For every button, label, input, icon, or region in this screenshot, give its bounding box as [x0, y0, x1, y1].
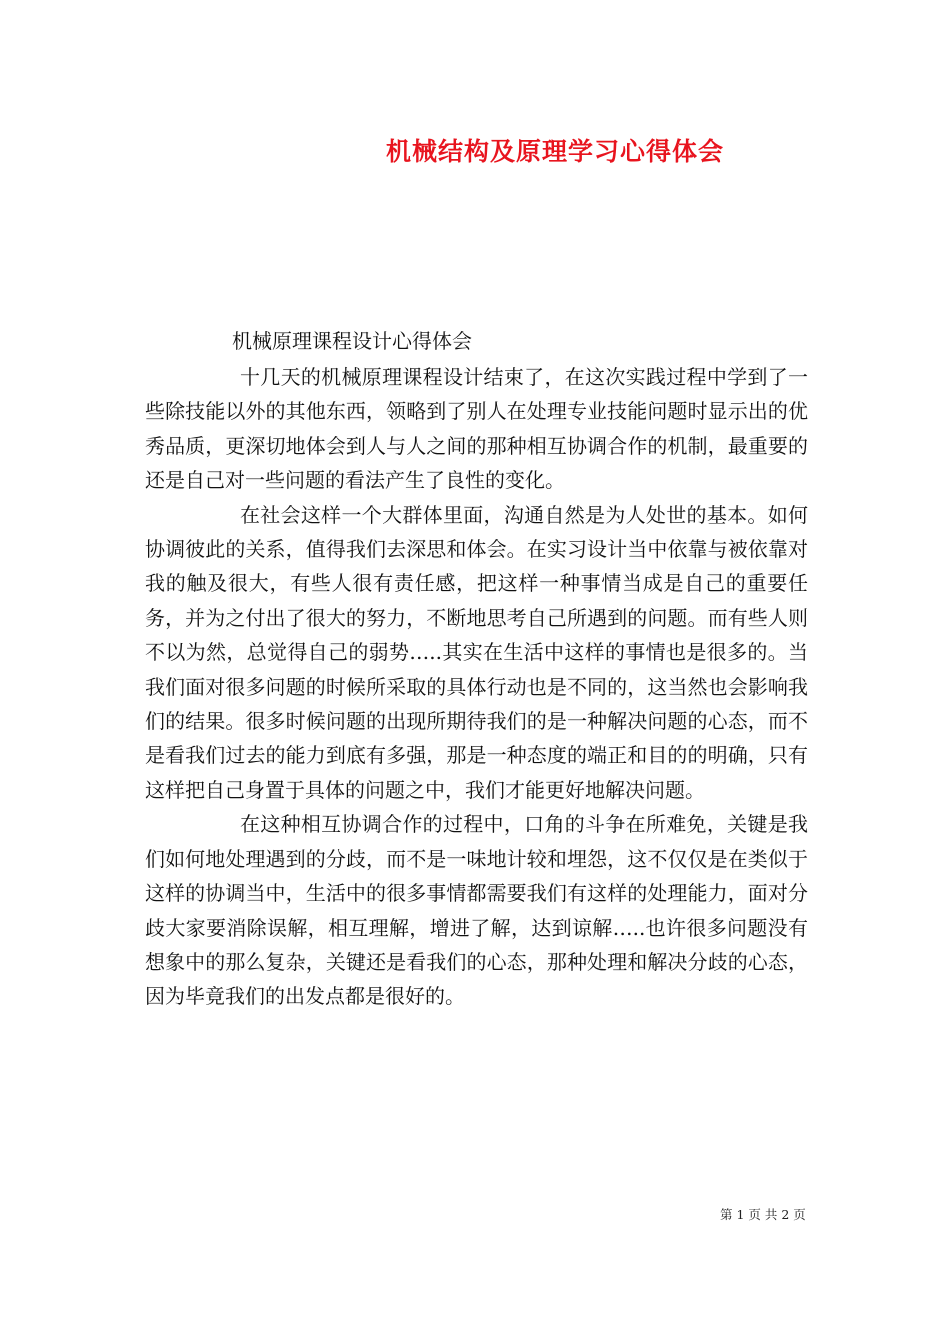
page-number-footer: 第 1 页 共 2 页: [720, 1207, 806, 1222]
document-title: 机械结构及原理学习心得体会: [385, 137, 724, 166]
body-paragraph-3: 在这种相互协调合作的过程中，口角的斗争在所难免，关键是我们如何地处理遇到的分歧，而不是一味地计较和埋怨，这不仅仅是在类似于这样的协调当中，生活中的很多事情都需要我们有这样的处理能力，面对分歧大家要消除误解，相互理解，增进了解，达到谅解…..也许很多问题没有想象中的那么复杂，关键还是看我们的心态，那种处理和解决分歧的心态，因为毕竟我们的出发点都是很好的。: [145, 812, 808, 1009]
document-body: [145, 360, 808, 1014]
body-paragraph-1: 十几天的机械原理课程设计结束了，在这次实践过程中学到了一些除技能以外的其他东西，领略到了别人在处理专业技能问题时显示出的优秀品质，更深切地体会到人与人之间的那种相互协调合作的机制，最重要的还是自己对一些问题的看法产生了良性的变化。: [145, 365, 808, 493]
document-subtitle: 机械原理课程设计心得体会: [232, 329, 472, 353]
body-paragraph-2: 在社会这样一个大群体里面，沟通自然是为人处世的基本。如何协调彼此的关系，值得我们去深思和体会。在实习设计当中依靠与被依靠对我的触及很大，有些人很有责任感，把这样一种事情当成是自己的重要任务，并为之付出了很大的努力，不断地思考自己所遇到的问题。而有些人则不以为然，总觉得自己的弱势…..其实在生活中这样的事情也是很多的。当我们面对很多问题的时候所采取的具体行动也是不同的，这当然也会影响我们的结果。很多时候问题的出现所期待我们的是一种解决问题的心态，而不是看我们过去的能力到底有多强，那是一种态度的端正和目的的明确，只有这样把自己身置于具体的问题之中，我们才能更好地解决问题。: [145, 502, 808, 802]
